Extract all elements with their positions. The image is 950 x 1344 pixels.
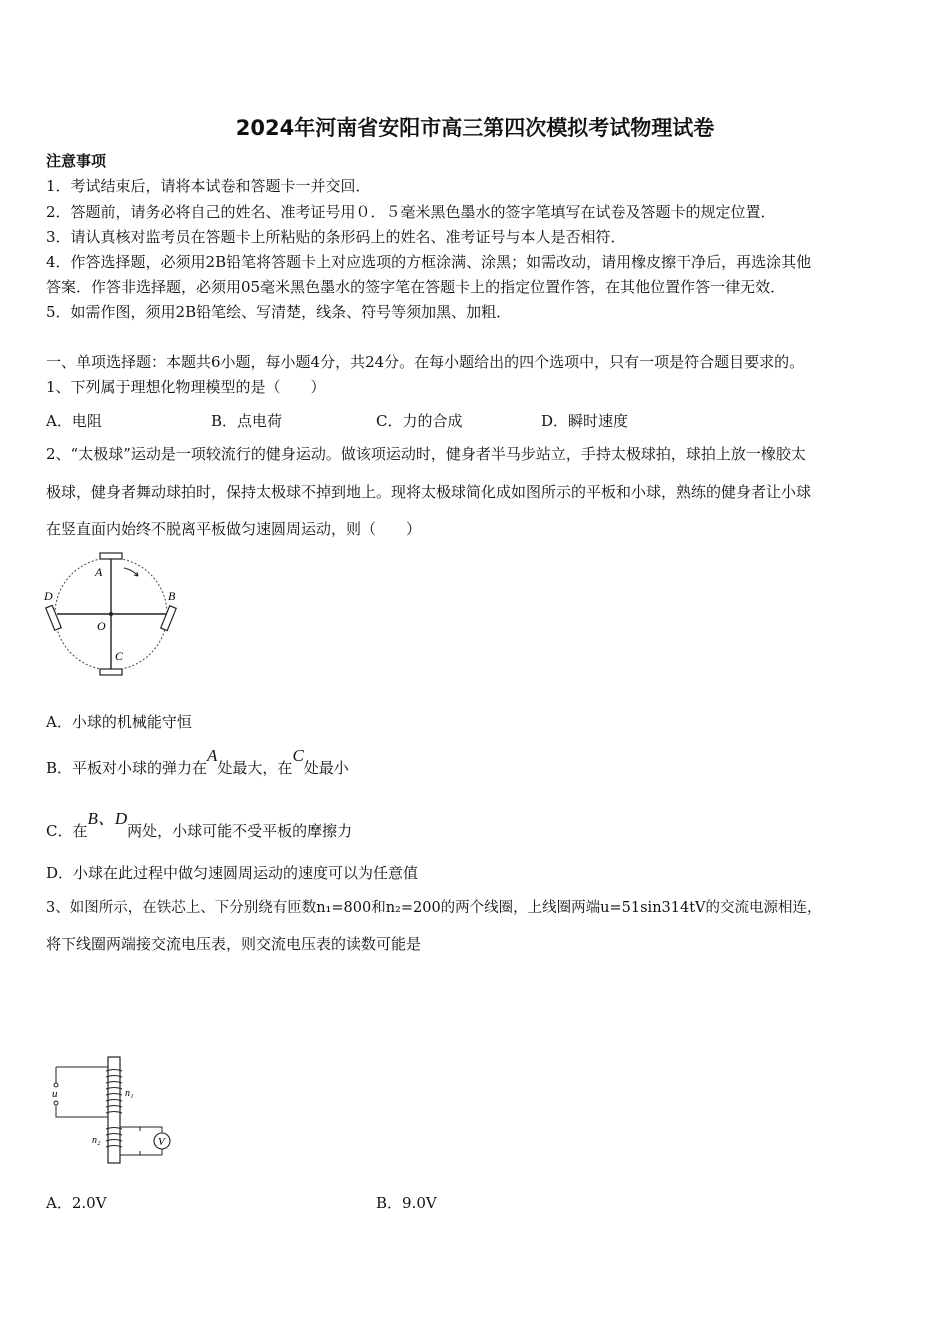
primary-wires (56, 1067, 108, 1117)
q2-option-c-post: 两处，小球可能不受平板的摩擦力 (127, 822, 353, 840)
q3-stem-line-2: 将下线圈两端接交流电压表，则交流电压表的读数可能是 (46, 935, 422, 953)
label-u: u (52, 1088, 58, 1100)
notice-item-4-cont: 答案．作答非选择题，必须用05毫米黑色墨水的签字笔在答题卡上的指定位置作答，在其他位置作答一律无效． (46, 278, 786, 296)
q2-option-c-sym: B、D (87, 809, 128, 828)
taiji-ball-figure (40, 550, 190, 680)
terminal-top (54, 1083, 58, 1087)
secondary-wires-left (120, 1127, 140, 1155)
q2-option-c-pre: C．在 (46, 822, 88, 840)
q3-option-b: B．9.0V (376, 1194, 437, 1212)
transformer-figure (44, 1053, 184, 1168)
rotation-arrow (124, 568, 138, 576)
terminal-bottom (54, 1101, 58, 1105)
q2-option-c (46, 809, 353, 841)
q3-stem-line-1: 3、如图所示，在铁芯上、下分别绕有匝数n₁=800和n₂=200的两个线圈，上线圈两端u=51sin314tV的交流电源相连， (46, 900, 822, 916)
notice-item-4: 4．作答选择题，必须用2B铅笔将答题卡上对应选项的方框涂满、涂黑；如需改动，请用橡皮擦干净后，再选涂其他 (46, 253, 812, 271)
notice-heading: 注意事项 (46, 152, 107, 170)
plate-a (100, 553, 122, 559)
notice-item-1: 1．考试结束后，请将本试卷和答题卡一并交回． (46, 177, 371, 195)
q2-option-a: A．小球的机械能守恒 (46, 713, 192, 731)
section1-heading: 一、单项选择题：本题共6小题，每小题4分，共24分。在每小题给出的四个选项中，只有一项是符合题目要求的。 (46, 353, 805, 371)
iron-core (108, 1057, 120, 1163)
q2-option-b-mid: 处最大，在 (217, 759, 293, 777)
label-b: B (168, 589, 176, 603)
plate-d (46, 605, 61, 630)
q2-option-b (46, 746, 349, 778)
notice-item-3: 3．请认真核对监考员在答题卡上所粘贴的条形码上的姓名、准考证号与本人是否相符． (46, 228, 626, 246)
label-a: A (95, 565, 103, 579)
label-o: O (97, 619, 106, 633)
q1-option-d: D．瞬时速度 (541, 412, 629, 430)
q3-option-a: A．2.0V (46, 1194, 107, 1212)
label-d: D (44, 589, 53, 603)
voltmeter-label: V (158, 1136, 165, 1148)
q1-option-a: A．电阻 (46, 412, 102, 430)
label-n1: n₁ (125, 1088, 134, 1099)
notice-item-5: 5．如需作图，须用2B铅笔绘、写清楚，线条、符号等须加黑、加粗． (46, 303, 512, 321)
q2-option-b-sym-c: C (292, 746, 304, 765)
q2-option-b-post: 处最小 (303, 759, 349, 777)
q2-option-d: D．小球在此过程中做匀速圆周运动的速度可以为任意值 (46, 864, 419, 882)
notice-item-2: 2．答题前，请务必将自己的姓名、准考证号用０．５毫米黑色墨水的签字笔填写在试卷及答题卡的规定位置． (46, 203, 776, 221)
center-point (109, 612, 113, 616)
q2-option-b-sym-a: A (207, 746, 218, 765)
q2-stem-line-2: 极球，健身者舞动球拍时，保持太极球不掉到地上。现将太极球简化成如图所示的平板和小球，熟练的健身者让小球 (46, 483, 812, 501)
page-title: 2024年河南省安阳市高三第四次模拟考试物理试卷 (235, 116, 715, 140)
q2-option-b-pre: B．平板对小球的弹力在 (46, 759, 208, 777)
q1-option-c: C．力的合成 (376, 412, 463, 430)
plate-b (161, 606, 176, 631)
q1-option-b: B．点电荷 (211, 412, 283, 430)
q2-stem-line-1: 2、“太极球”运动是一项较流行的健身运动。做该项运动时，健身者半马步站立，手持太极球拍，球拍上放一橡胶太 (46, 445, 806, 463)
q1-stem: 1、下列属于理想化物理模型的是（ ） (46, 378, 326, 396)
label-c: C (115, 649, 124, 663)
q2-stem-line-3: 在竖直面内始终不脱离平板做匀速圆周运动，则（ ） (46, 520, 422, 538)
label-n2: n₂ (92, 1135, 101, 1146)
plate-c (100, 669, 122, 675)
